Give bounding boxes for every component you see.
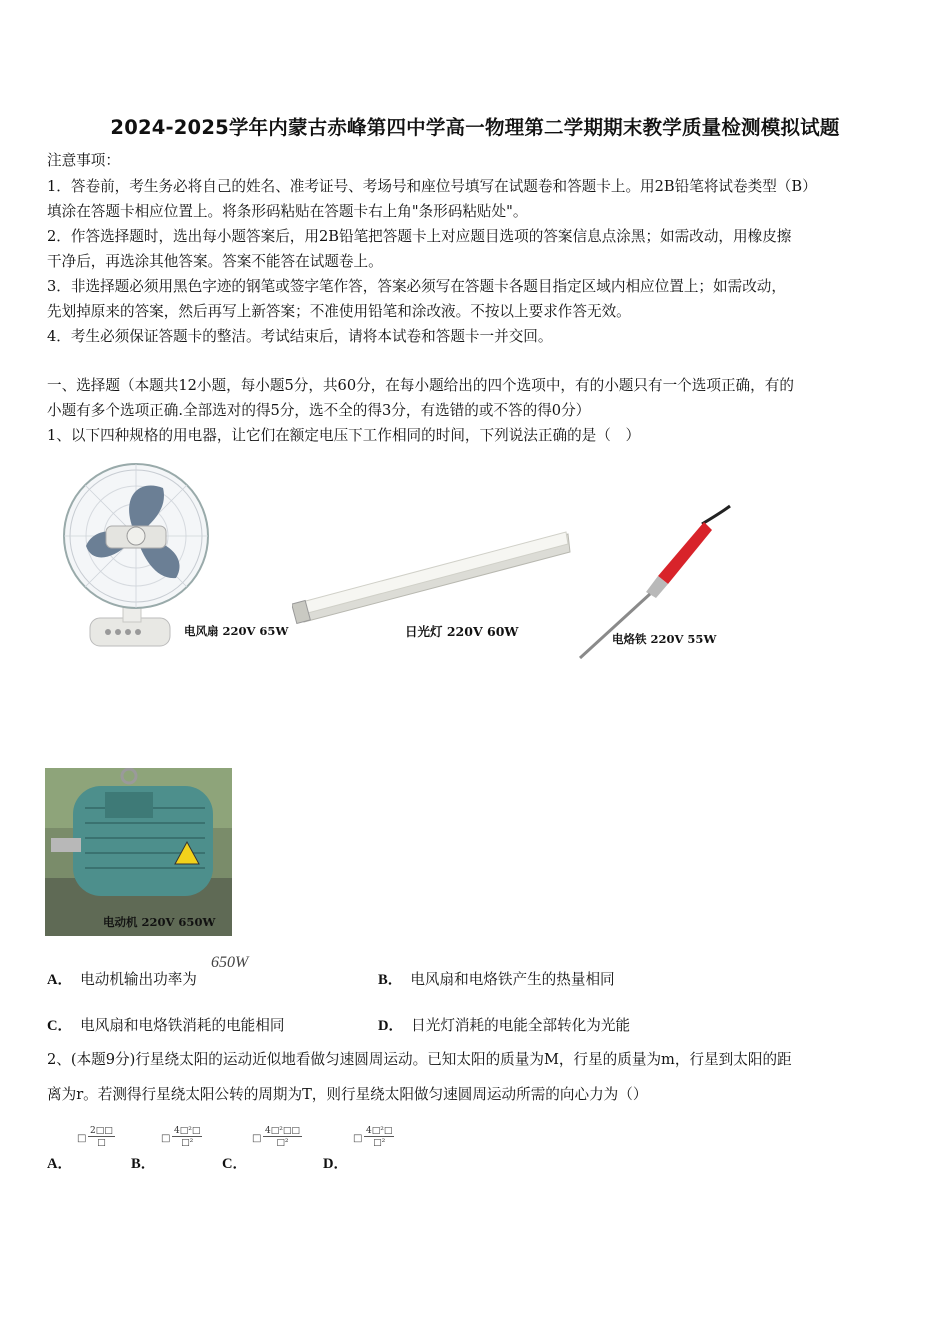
notice-line: 3．非选择题必须用黑色字迹的钢笔或签字笔作答，答案必须写在答题卡各题目指定区域内相应位置上；如需改动，: [47, 278, 786, 295]
question-1-stem: 1、以下四种规格的用电器，让它们在额定电压下工作相同的时间，下列说法正确的是（ ）: [47, 427, 641, 444]
q1-option-a[interactable]: [47, 968, 197, 989]
fraction-denominator: □: [97, 1138, 106, 1148]
q2-option-d-formula: [364, 1126, 394, 1148]
fluorescent-lamp-image: [292, 526, 572, 624]
option-text: 电风扇和电烙铁消耗的电能相同: [80, 1017, 285, 1034]
notice-line: 1．答卷前，考生务必将自己的姓名、准考证号、考场号和座位号填写在试题卷和答题卡上。用2B铅笔将试卷类型（B）: [47, 178, 817, 195]
page-title: 2024-2025学年内蒙古赤峰第四中学高一物理第二学期期末教学质量检测模拟试题: [110, 116, 840, 139]
fraction-denominator: □²: [276, 1138, 289, 1148]
option-label: C．: [47, 1018, 73, 1034]
motor-image: [45, 768, 232, 936]
option-label: D．: [378, 1018, 404, 1034]
q1-option-d[interactable]: [378, 1014, 630, 1035]
option-text: 电动机输出功率为: [80, 971, 197, 988]
option-label: B．: [378, 972, 403, 988]
notice-line: 4．考生必须保证答题卡的整洁。考试结束后，请将本试卷和答题卡一并交回。: [47, 328, 553, 345]
question-2-stem: 离为r。若测得行星绕太阳公转的周期为T，则行星绕太阳做匀速圆周运动所需的向心力为（）: [47, 1086, 648, 1103]
fraction-numerator: 2□□: [90, 1126, 113, 1136]
fraction-numerator: 4□²□□: [265, 1126, 300, 1136]
notice-line: 填涂在答题卡相应位置上。将条形码粘贴在答题卡右上角"条形码粘贴处"。: [47, 203, 528, 220]
fraction-numerator: 4□²□: [174, 1126, 201, 1136]
q2-option-b-formula: [172, 1126, 202, 1148]
q2-option-c-formula: [263, 1126, 302, 1148]
formula-placeholder: □: [77, 1133, 87, 1144]
q2-option-a-formula: [88, 1126, 115, 1148]
option-label: A．: [47, 972, 73, 988]
section-heading: 小题有多个选项正确.全部选对的得5分，选不全的得3分，有选错的或不答的得0分）: [47, 402, 591, 419]
notice-heading: 注意事项：: [47, 152, 120, 169]
iron-caption: 电烙铁 220V 55W: [612, 632, 717, 646]
q1-option-a-math: 650W: [211, 954, 249, 971]
q2-option-c[interactable]: [222, 1152, 255, 1173]
q1-option-b[interactable]: [378, 968, 615, 989]
q2-option-a[interactable]: [47, 1152, 80, 1173]
formula-placeholder: □: [161, 1133, 171, 1144]
notice-line: 2．作答选择题时，选出每小题答案后，用2B铅笔把答题卡上对应题目选项的答案信息点涂黑；如需改动，用橡皮擦: [47, 228, 792, 245]
question-2-stem: 2、(本题9分)行星绕太阳的运动近似地看做匀速圆周运动。已知太阳的质量为M，行星的质量为m，行星到太阳的距: [47, 1051, 792, 1068]
section-heading: 一、选择题（本题共12小题，每小题5分，共60分，在每小题给出的四个选项中，有的小题只有一个选项正确，有的: [47, 377, 794, 394]
q2-option-d[interactable]: [323, 1152, 356, 1173]
formula-placeholder: □: [252, 1133, 262, 1144]
fraction-denominator: □²: [373, 1138, 386, 1148]
fraction-numerator: 4□²□: [366, 1126, 393, 1136]
notice-line: 先划掉原来的答案，然后再写上新答案；不准使用铅笔和涂改液。不按以上要求作答无效。: [47, 303, 631, 320]
option-label: D．: [323, 1156, 349, 1172]
option-label: A．: [47, 1156, 73, 1172]
option-text: 日光灯消耗的电能全部转化为光能: [411, 1017, 631, 1034]
motor-caption: 电动机 220V 650W: [103, 915, 216, 929]
q2-option-b[interactable]: [131, 1152, 163, 1173]
lamp-caption: 日光灯 220V 60W: [405, 624, 519, 639]
formula-placeholder: □: [353, 1133, 363, 1144]
fraction-denominator: □²: [181, 1138, 194, 1148]
fan-caption: 电风扇 220V 65W: [184, 624, 289, 638]
option-label: C．: [222, 1156, 248, 1172]
option-text: 电风扇和电烙铁产生的热量相同: [410, 971, 615, 988]
q1-option-c[interactable]: [47, 1014, 284, 1035]
notice-line: 干净后，再选涂其他答案。答案不能答在试题卷上。: [47, 253, 383, 270]
option-label: B．: [131, 1156, 156, 1172]
